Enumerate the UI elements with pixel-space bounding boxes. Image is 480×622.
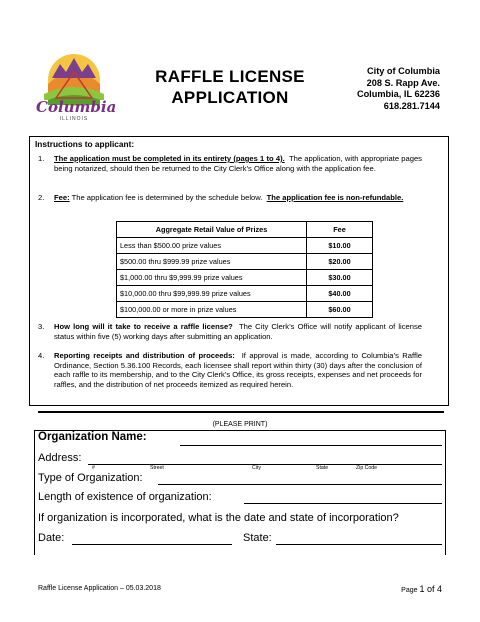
- phone: 618.281.7144: [383, 100, 440, 111]
- instructions-heading: Instructions to applicant:: [35, 139, 135, 149]
- page-number: Page 1 of 4: [401, 584, 442, 594]
- section-divider: [38, 411, 444, 413]
- date-field[interactable]: [72, 544, 232, 545]
- table-header-cell: Fee: [307, 222, 373, 238]
- length-existence-field[interactable]: [244, 503, 442, 504]
- table-row: $1,000.00 thru $9,999.99 prize values $30.00: [117, 270, 373, 286]
- table-row: Less than $500.00 prize values $10.00: [117, 238, 373, 254]
- address-sub-city: City: [252, 465, 261, 471]
- org-type-field[interactable]: [158, 484, 442, 485]
- footer-doc-id: Raffle License Application – 05.03.2018: [38, 585, 161, 592]
- state-label: State:: [243, 532, 272, 544]
- logo-wordmark: Columbia: [36, 98, 117, 116]
- logo-subtext: ILLINOIS: [59, 116, 89, 122]
- please-print-note: (PLEASE PRINT): [212, 421, 268, 428]
- state-field[interactable]: [276, 544, 442, 545]
- date-label: Date:: [38, 532, 65, 544]
- table-row: $10,000.00 thru $99,999.99 prize values $40.00: [117, 286, 373, 302]
- street: 208 S. Rapp Ave.: [366, 77, 440, 88]
- org-type-label: Type of Organization:: [38, 472, 143, 484]
- address-sub-state: State: [316, 465, 329, 471]
- length-existence-label: Length of existence of organization:: [38, 491, 212, 503]
- org-name: City of Columbia: [367, 66, 440, 76]
- city-state-zip: Columbia, IL 62236: [356, 89, 440, 99]
- org-name-field[interactable]: [180, 445, 442, 446]
- table-header-row: [117, 222, 373, 238]
- table-row: $100,000.00 or more in prize values $60.00: [117, 302, 373, 318]
- address-sub-street: Street: [150, 465, 164, 471]
- table-row: $500.00 thru $999.99 prize values $20.00: [117, 254, 373, 270]
- city-logo: [34, 50, 117, 125]
- document-title: RAFFLE LICENSE APPLICATION: [155, 67, 305, 107]
- address-sub-zip: Zip Code: [356, 465, 378, 471]
- address-field[interactable]: [88, 464, 442, 465]
- incorporation-question: If organization is incorporated, what is the date and state of incorporation?: [38, 512, 399, 524]
- fee-schedule-table: [116, 221, 373, 318]
- table-header-cell: Aggregate Retail Value of Prizes: [117, 222, 307, 238]
- org-name-label: Organization Name:: [38, 431, 147, 443]
- address-sub-number: #: [92, 465, 95, 471]
- address-label: Address:: [38, 452, 82, 464]
- city-address-block: [357, 66, 440, 112]
